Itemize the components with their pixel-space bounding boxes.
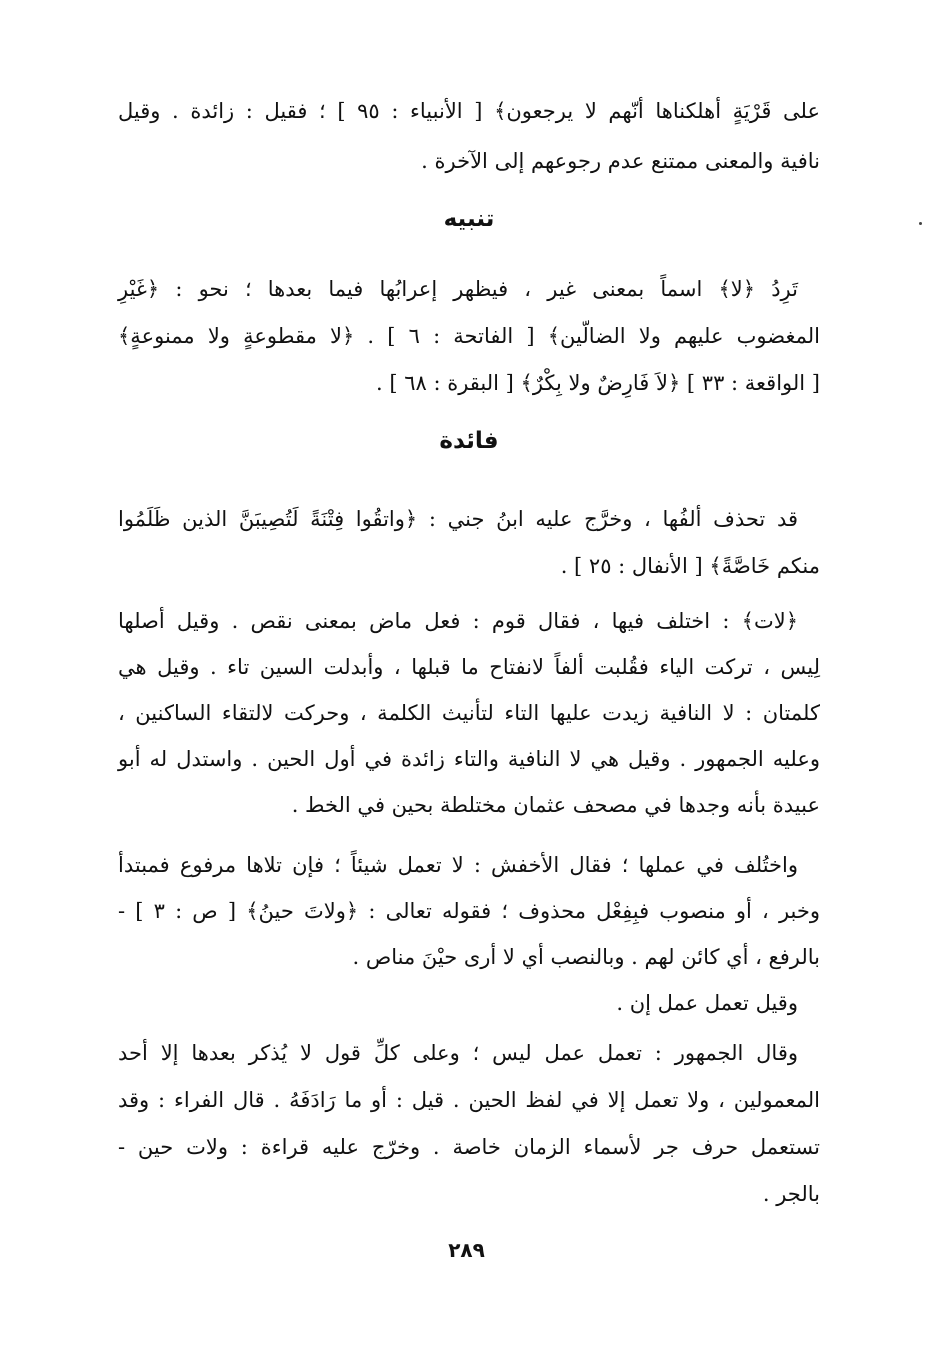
text-line: ﴿لات﴾ : اختلف فيها ، فقال قوم : فعل ماض بمعنى نقص . وقيل أصلها [118,609,798,633]
text-line: وخبر ، أو منصوب فبِفِعْل محذوف ؛ فقوله تعالى : ﴿ولاتَ حينُ﴾ [ ص : ٣ ] - [118,899,821,923]
text-line: على قَرْيَةٍ أهلكناها أنّهم لا يرجعون﴾ [ الأنبياء : ٩٥ ] ؛ فقيل : زائدة . وقيل [118,99,821,123]
paragraph-continuation [118,86,820,186]
text-line: المغضوب عليهم ولا الضالّين﴾ [ الفاتحة : ٦ ] . ﴿لا مقطوعةٍ ولا ممنوعةٍ﴾ [118,324,820,348]
margin-dot [919,222,922,225]
page-number: ٢٨٩ [448,1238,485,1262]
text-line: كلمتان : لا النافية زيدت عليها التاء لتأنيث الكلمة ، وحركت لالتقاء الساكنين ، [118,701,820,725]
text-line: منكم خَاصَّةً﴾ [ الأنفال : ٢٥ ] . [560,554,820,578]
paragraph-jumhur [118,1030,820,1218]
text-line: [ الواقعة : ٣٣ ] ﴿لاَ فَارِضٌ ولا بِكْرٌ﴾ [ البقرة : ٦٨ ] . [375,371,820,395]
paragraph-faida [118,496,820,590]
section-heading-tanbih: تنبيه [443,206,495,232]
text-line: بالجر . [762,1182,820,1206]
text-line: لِيس ، تركت الياء فقُلبت ألفاً لانفتاح ما قبلها ، وأبدلت السين تاء . وقيل هي [118,655,820,679]
text-line: نافية والمعنى ممتنع عدم رجوعهم إلى الآخرة . [421,149,820,173]
text-line: بالرفع ، أي كائن لهم . وبالنصب أي لا أرى حيْنَ مناص . [352,945,820,969]
text-line: عبيدة بأنه وجدها في مصحف عثمان مختلطة بحين في الخط . [291,793,820,817]
section-heading-faida: فائدة [439,428,499,454]
text-line: تستعمل حرف جر لأسماء الزمان خاصة . وخرّج عليه قراءة : ولات حين - [118,1135,820,1159]
text-line: قد تحذف ألفُها ، وخرَّج عليه ابنُ جني : ﴿واتقُوا فِتْنَةً لَتُصِيبَنَّ الذين ظَلَمُوا [118,507,798,531]
text-line: المعمولين ، ولا تعمل إلا في لفظ الحين . قيل : أو ما رَادَفَهُ . قال الفراء : وقد [118,1088,820,1112]
text-line: تَرِدُ ﴿لا﴾ اسماً بمعنى غير ، فيظهر إعرابُها فيما بعدها ؛ نحو : ﴿غَيْرِ [118,277,798,301]
text-line: وقيل تعمل عمل إن . [616,991,798,1015]
paragraph-tanbih [118,266,820,407]
paragraph-lat [118,598,820,828]
paragraph-amal [118,842,820,1026]
text-line: وقال الجمهور : تعمل عمل ليس ؛ وعلى كلِّ قول لا يُذكر بعدها إلا أحد [118,1041,798,1065]
text-line: وعليه الجمهور . وقيل هي لا النافية والتاء زائدة في أول الحين . واستدل له أبو [118,747,820,771]
text-line: واختُلف في عملها ؛ فقال الأخفش : لا تعمل شيئاً ؛ فإن تلاها مرفوع فمبتدأ [118,853,798,877]
